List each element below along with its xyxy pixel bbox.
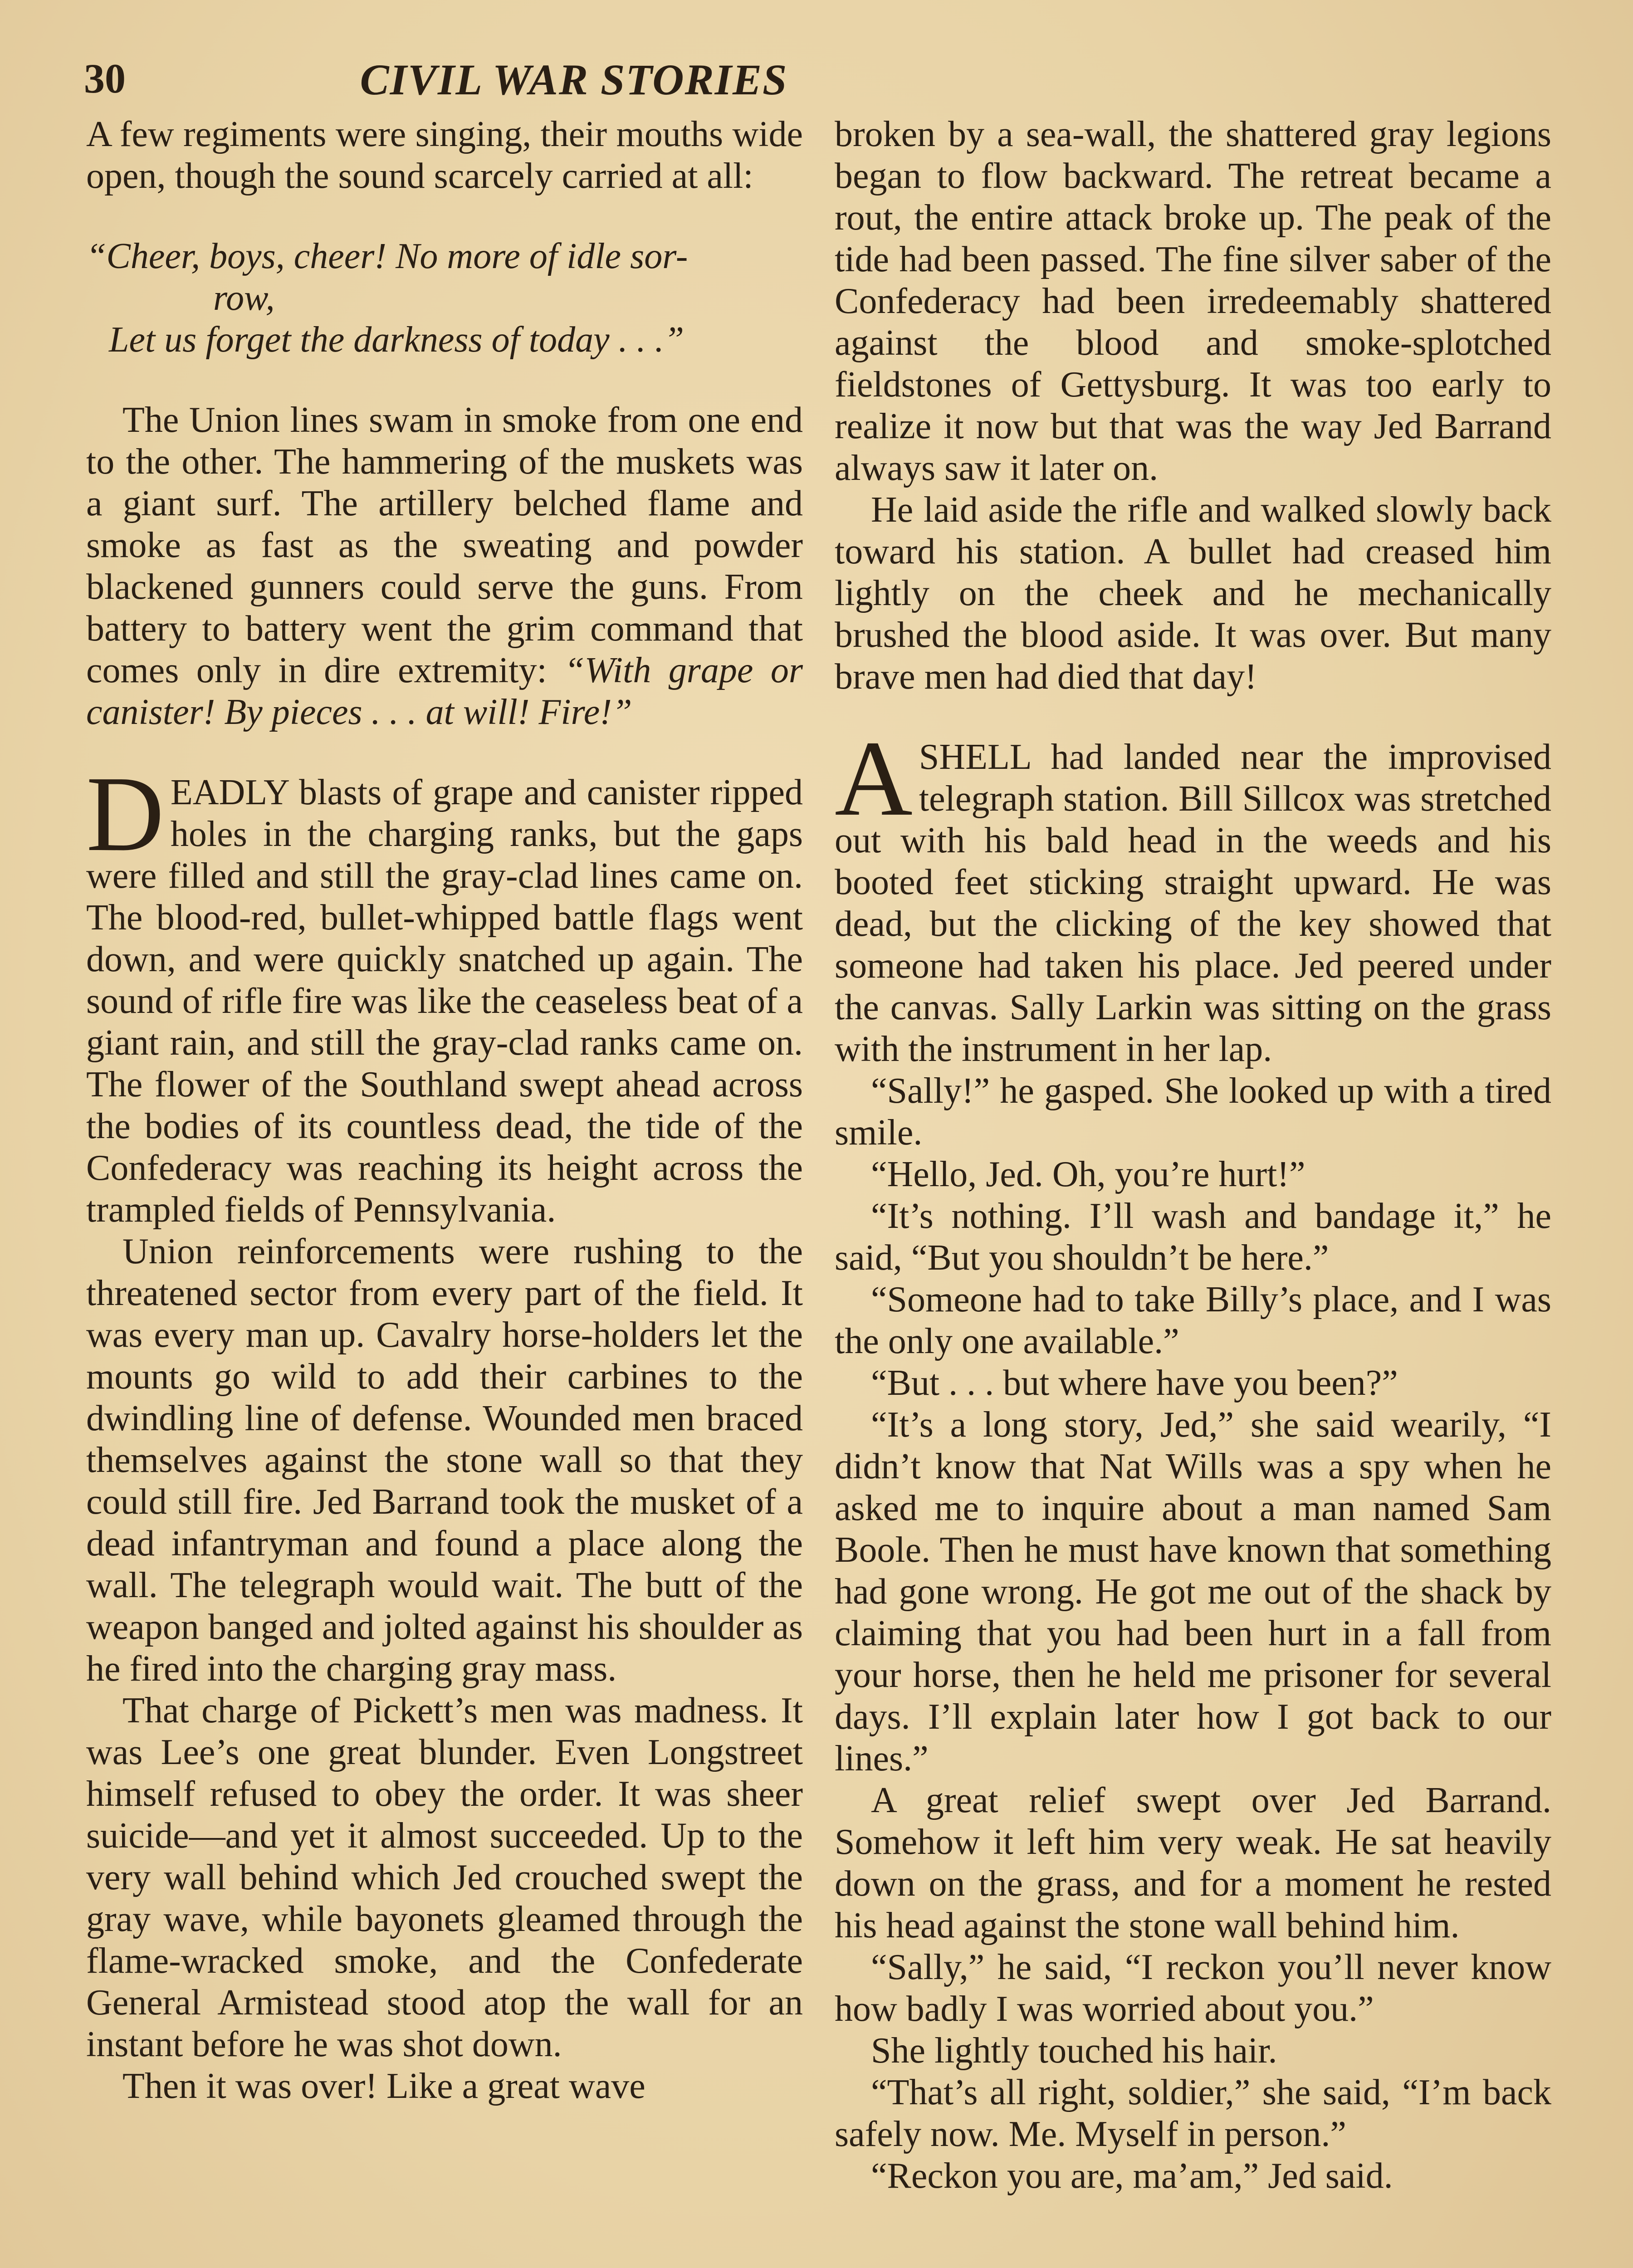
paragraph: “It’s a long story, Jed,” she said wearily, “I didn’t know that Nat Wills was a spy when he asked me to inquire about a man named Sam Boole. Then he must have known that something had gone wrong. He got me out of the shack by claiming that you had been hurt in a fall from your horse, then he held me prisoner for several days. I’ll explain later how I got back to our lines.” bbox=[835, 1405, 1551, 1779]
paragraph: Union reinforcements were rushing to the threatened sector from every part of the field. It was every man up. Cavalry horse-holders let the mounts go wild to add their carbines to the dwindling line of defense. Wounded men braced themselves against the stone wall so that they could still fire. Jed Barrand took the musket of a dead infantryman and found a place along the wall. The telegraph would wait. The butt of the weapon banged and jolted against his shoulder as he fired into the charging gray mass. bbox=[86, 1232, 803, 1689]
drop-cap: D bbox=[86, 754, 164, 874]
spacer bbox=[835, 698, 1551, 736]
paragraph-text: SHELL had landed near the improvised telegraph station. Bill Sillcox was stretched out with his bald head in the weeds and his booted feet sticking straight upward. He was dead, but the clicking of the key showed that someone had taken his place. Jed peered under the canvas. Sally Larkin was sitting on the grass with the instrument in her lap. bbox=[835, 737, 1551, 1069]
spacer bbox=[86, 733, 803, 772]
paragraph: “That’s all right, soldier,” she said, “I’m back safely now. Me. Myself in person.” bbox=[835, 2072, 1551, 2154]
song-verse bbox=[86, 235, 803, 361]
paragraph-text: The Union lines swam in smoke from one end to the other. The hammering of the muskets was a giant surf. The artillery belched flame and smoke as fast as the sweating and powder blackened gunners could serve the guns. From battery to battery went the grim command that comes only in dire extremity: bbox=[86, 400, 803, 690]
paragraph: “Hello, Jed. Oh, you’re hurt!” bbox=[871, 1154, 1305, 1194]
paragraph-dropcap bbox=[835, 719, 1551, 1070]
paragraph-dropcap bbox=[86, 754, 803, 1231]
paragraph: Then it was over! Like a great wave bbox=[122, 2066, 645, 2106]
drop-cap: A bbox=[835, 719, 913, 838]
paragraph: That charge of Pickett’s men was madness. It was Lee’s one great blunder. Even Longstreet himself refused to obey the order. It was sheer suicide—and yet it almost succeeded. Up to the very wall behind which Jed crouched swept the gray wave, while bayonets gleamed through the flame-wracked smoke, and the Confederate General Armistead stood atop the wall for an instant before he was shot down. bbox=[86, 1691, 803, 2064]
verse-line-continuation: row, bbox=[213, 278, 275, 318]
paragraph: “Someone had to take Billy’s place, and I was the only one available.” bbox=[835, 1280, 1551, 1361]
paragraph: A few regiments were singing, their mouths wide open, though the sound scarcely carried at all: bbox=[86, 114, 803, 196]
right-column bbox=[835, 113, 1551, 2197]
verse-line: Let us forget the darkness of today . . .” bbox=[109, 320, 684, 360]
spacer bbox=[86, 361, 803, 399]
paragraph: “It’s nothing. I’ll wash and bandage it,” he said, “But you shouldn’t be here.” bbox=[835, 1196, 1551, 1278]
paragraph: “Reckon you are, ma’am,” Jed said. bbox=[871, 2156, 1393, 2196]
paragraph: “But . . . but where have you been?” bbox=[871, 1363, 1398, 1403]
paragraph: A great relief swept over Jed Barrand. Somehow it left him very weak. He sat heavily down on the grass, and for a moment he rested his head against the stone wall behind him. bbox=[835, 1780, 1551, 1945]
paragraph: “Sally,” he said, “I reckon you’ll never know how badly I was worried about you.” bbox=[835, 1947, 1551, 2029]
left-column bbox=[86, 113, 803, 2107]
page-header bbox=[84, 54, 1055, 118]
verse-line: “Cheer, boys, cheer! No more of idle sor- bbox=[86, 236, 688, 276]
paragraph-text: EADLY blasts of grape and canister ripped holes in the charging ranks, but the gaps were filled and still the gray-clad lines came on. The blood-red, bullet-whipped battle flags went down, and were quickly snatched up again. The sound of rifle fire was like the ceaseless beat of a giant rain, and still the gray-clad ranks came on. The flower of the Southland swept ahead across the bodies of its countless dead, the tide of the Confederacy was reaching its height across the trampled fields of Pennsylvania. bbox=[86, 772, 803, 1230]
paragraph: He laid aside the rifle and walked slowly back toward his station. A bullet had creased him lightly on the cheek and he mechanically brushed the blood aside. It was over. But many brave men had died that day! bbox=[835, 490, 1551, 697]
paragraph bbox=[86, 399, 803, 733]
spacer bbox=[86, 197, 803, 235]
page-number: 30 bbox=[84, 55, 126, 102]
paragraph: She lightly touched his hair. bbox=[871, 2031, 1277, 2071]
paragraph: “Sally!” he gasped. She looked up with a tired smile. bbox=[835, 1071, 1551, 1153]
command-quote: “With grape or canister! By pieces . . . at will! Fire!” bbox=[86, 650, 803, 732]
paragraph: broken by a sea-wall, the shattered gray legions began to flow backward. The retreat became a rout, the entire attack broke up. The peak of the tide had been passed. The fine silver saber of the Confederacy had been irredeemably shattered against the blood and smoke-splotched fieldstones of Gettysburg. It was too early to realize it now but that was the way Jed Barrand always saw it later on. bbox=[835, 114, 1551, 488]
running-title: CIVIL WAR STORIES bbox=[360, 55, 788, 104]
